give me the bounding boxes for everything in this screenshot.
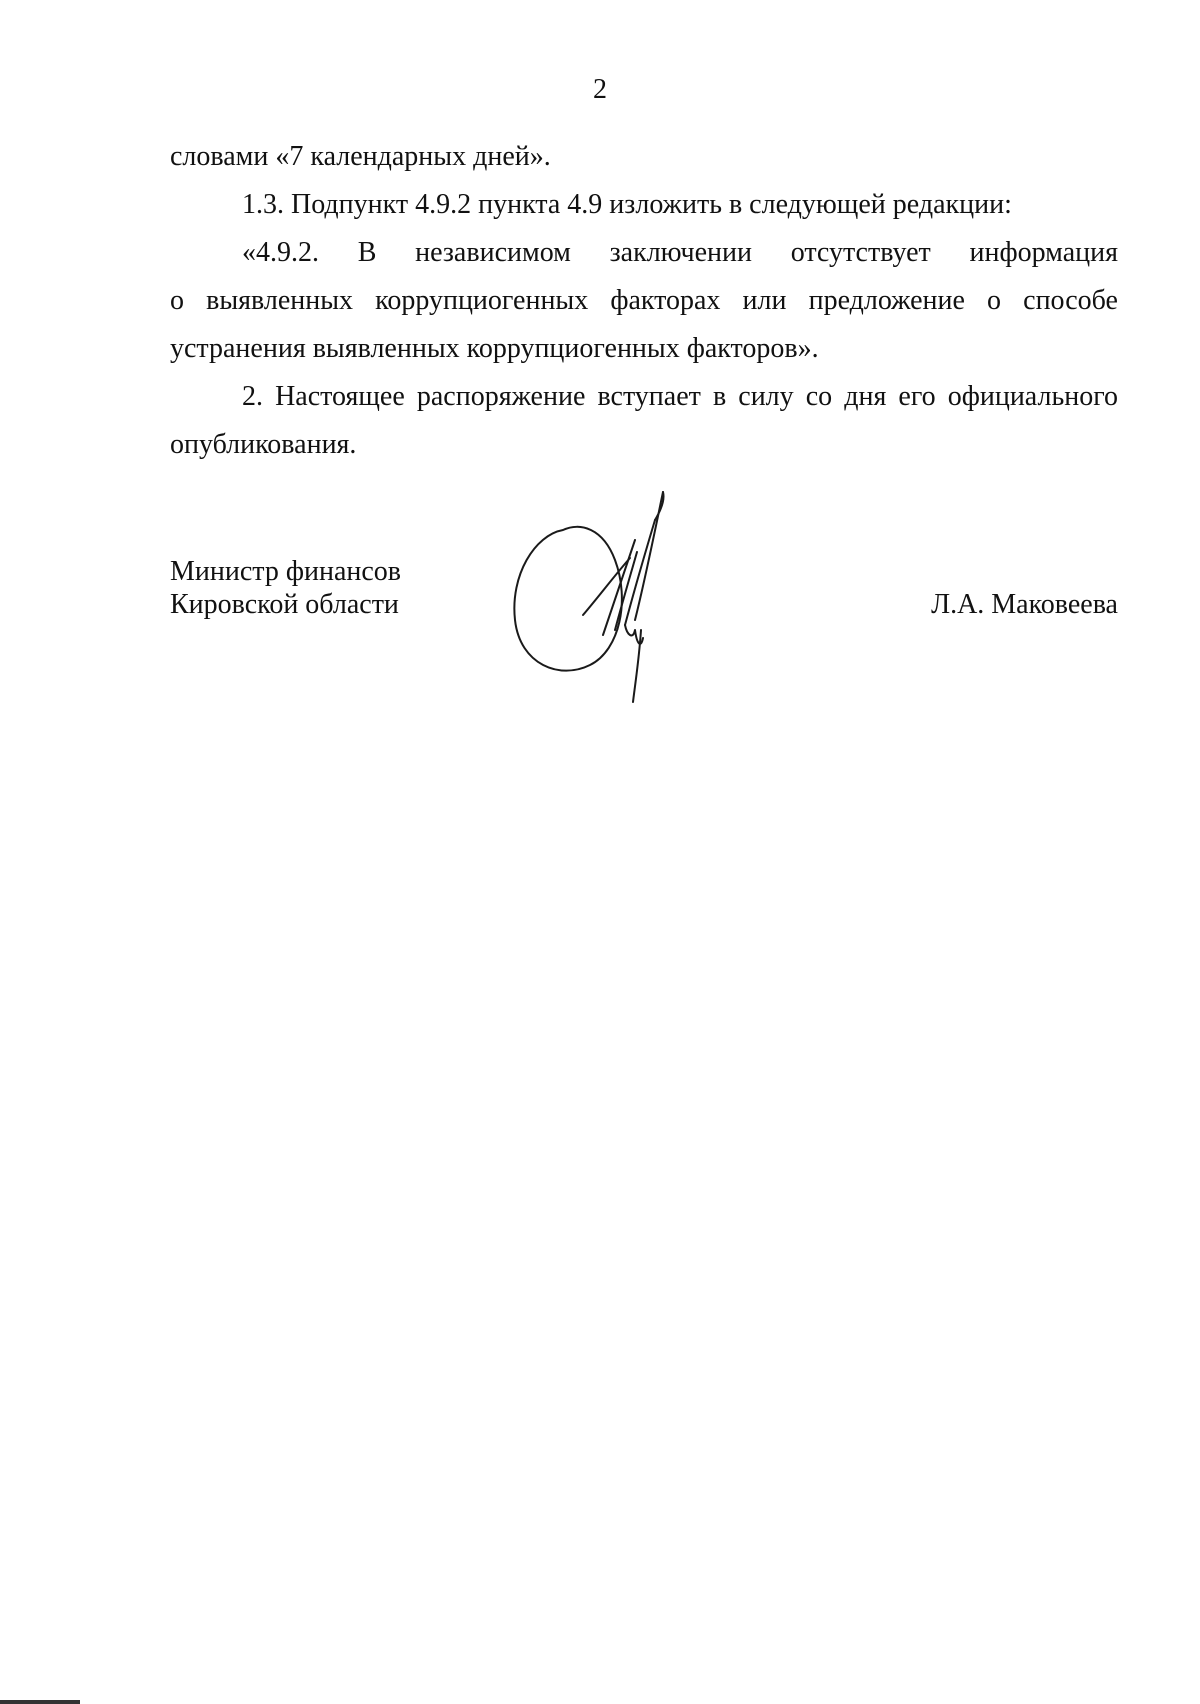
text-line: «4.9.2. В независимом заключении отсутствует информация [242,237,1118,268]
signatory-position-line: Кировской области [170,589,399,620]
document-body [170,133,1118,469]
text-line: опубликования. [170,429,357,460]
text-line: 2. Настоящее распоряжение вступает в силу со дня его официального [242,381,1118,412]
text-line: о выявленных коррупциогенных факторах или предложение о способе [170,285,1118,316]
signatory-name: Л.А. Маковеева [931,589,1118,620]
text-line: устранения выявленных коррупциогенных факторов». [170,333,819,364]
text-line: 1.3. Подпункт 4.9.2 пункта 4.9 изложить в следующей редакции: [242,189,1012,220]
signatory-position [170,555,401,621]
scan-edge-mark [0,1700,80,1704]
text-line: словами «7 календарных дней». [170,141,551,172]
page-number: 2 [593,74,607,105]
handwritten-signature [505,480,705,710]
signatory-position-line: Министр финансов [170,556,402,587]
